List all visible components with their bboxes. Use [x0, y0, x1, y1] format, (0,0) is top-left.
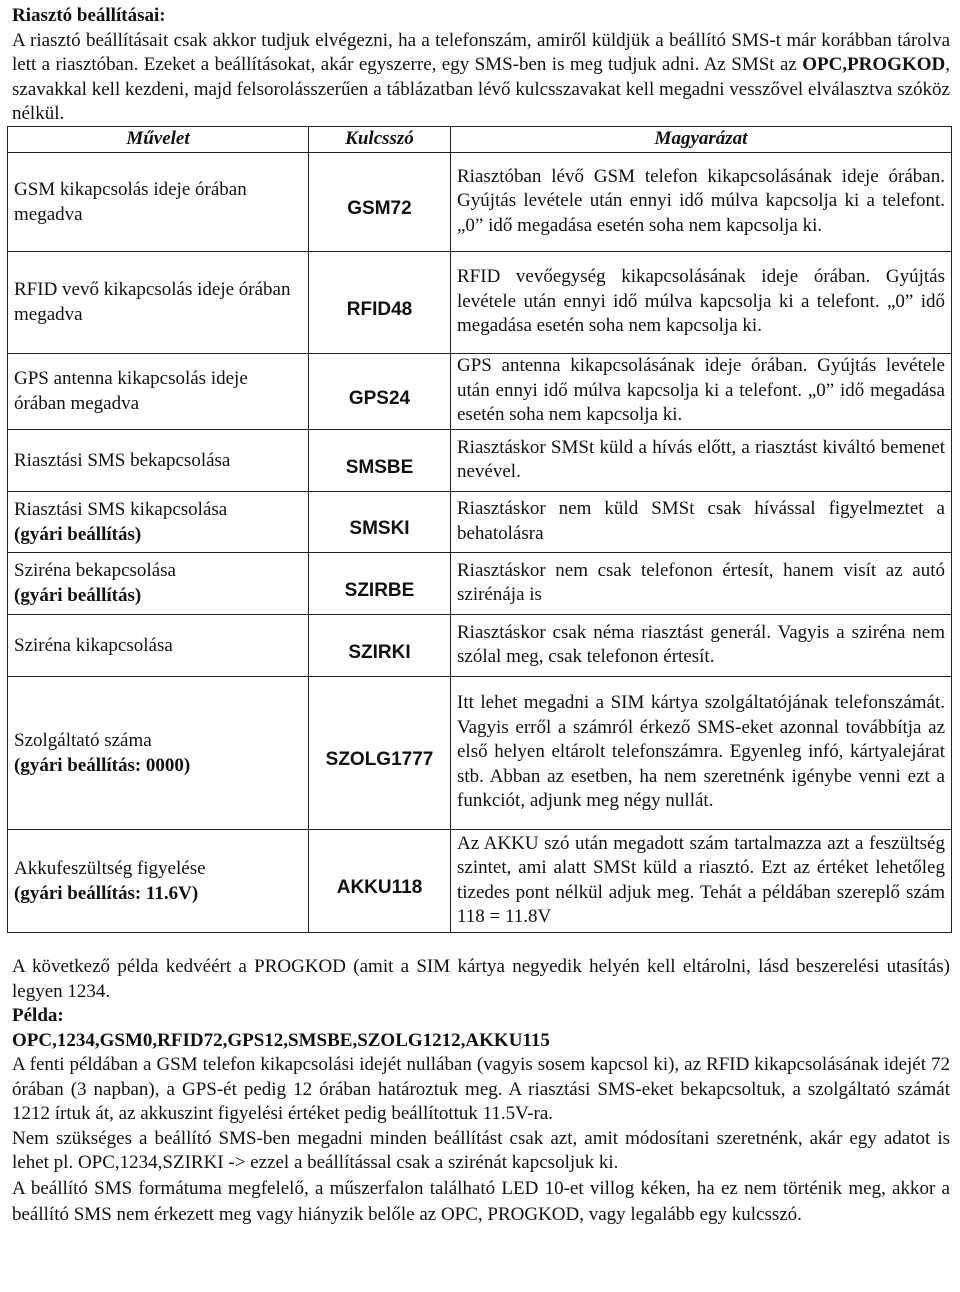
operation-label: Szolgáltató száma — [14, 729, 152, 751]
keyword-cell: RFID48 — [309, 251, 451, 353]
operation-label: Riasztási SMS kikapcsolása — [14, 498, 228, 520]
operation-cell — [8, 614, 309, 676]
explanation-cell: Riasztáskor nem küld SMSt csak hívással figyelmeztet a behatolásra — [451, 491, 952, 552]
operation-label: Sziréna bekapcsolása — [14, 560, 176, 581]
explanation-cell: Riasztáskor csak néma riasztást generál. Vagyis a sziréna nem szólal meg, csak telefonon értesít. — [451, 614, 952, 676]
table-row — [8, 251, 952, 353]
table-row — [8, 152, 952, 251]
explanation-cell: Riasztáskor nem csak telefonon értesít, hanem visít az autó szirénája is — [451, 552, 952, 614]
explanation-cell: GPS antenna kikapcsolásának ideje órában. Gyújtás levétele után ennyi idő múlva kapcsolja ki a telefont. „0” idő megadása esetén soha nem kapcsolja ki. — [451, 353, 952, 429]
intro-text-1: A riasztó beállításait csak akkor tudjuk elvégezni, ha a telefonszám, amiről küldjük a beállító SMS-t már korábban tárolva lett a riasztóban. Ezeket a beállításokat, akár egyszerre, egy SMS-ben is meg tudjuk adni. Az SMSt az — [12, 29, 950, 75]
explanation-cell: Riasztóban lévő GSM telefon kikapcsolásának ideje órában. Gyújtás levétele után ennyi idő múlva kapcsolja ki a telefont. „0” idő megadása esetén soha nem kapcsolja ki. — [451, 152, 952, 251]
operation-cell — [8, 152, 309, 251]
after-table-text — [12, 955, 950, 1228]
explanation-cell: Riasztáskor SMSt küld a hívás előtt, a riasztást kiváltó bemenet nevével. — [451, 429, 952, 491]
partial-settings-note: Nem szükséges a beállító SMS-ben megadni minden beállítást csak azt, amit módosítani szeretnénk, akár egy adatot is lehet pl. OPC,1234,SZIRKI -> ezzel a beállítással csak a szirénát kapcsoljuk ki. — [12, 1127, 950, 1173]
settings-table — [7, 126, 952, 933]
keyword-cell: SZOLG1777 — [309, 676, 451, 829]
led-feedback-note: A beállító SMS formátuma megfelelő, a műszerfalon található LED 10-et villog kéken, ha ez nem történik meg, akkor a beállító SMS nem érkezett meg vagy hiányzik belőle az OPC, PROGKOD, vagy legalább egy kulcsszó. — [12, 1177, 950, 1225]
table-header-row — [8, 127, 952, 153]
operation-cell — [8, 251, 309, 353]
section-title: Riasztó beállításai: — [12, 5, 166, 26]
operation-cell — [8, 491, 309, 552]
operation-note: (gyári beállítás) — [14, 585, 142, 606]
operation-label: Riasztási SMS bekapcsolása — [14, 449, 231, 471]
operation-label: GSM kikapcsolás ideje órában megadva — [14, 178, 247, 225]
keyword-cell: GPS24 — [309, 353, 451, 429]
example-intro: A következő példa kedvéért a PROGKOD (amit a SIM kártya negyedik helyén kell eltárolni, lásd beszerelési utasítás) legyen 1234. — [12, 956, 950, 1002]
explanation-cell: Az AKKU szó után megadott szám tartalmazza azt a feszültség szintet, ami alatt SMSt küld a riasztó. Ezt az értéket lehetőleg tizedes pont nélkül adjuk meg. Tehát a példában szereplő szám 118 = 11.8V — [451, 829, 952, 932]
table-row — [8, 491, 952, 552]
keyword-cell: SZIRBE — [309, 552, 451, 614]
table-row — [8, 676, 952, 829]
keyword-cell: SZIRKI — [309, 614, 451, 676]
table-row — [8, 353, 952, 429]
example-explanation: A fenti példában a GSM telefon kikapcsolási idejét nullában (vagyis sosem kapcsol ki), az RFID kikapcsolásának idejét 72 órában (3 napban), a GPS-ét pedig 12 órában határoztuk meg. A riasztási SMS-eket bekapcsoltuk, a szolgáltató számát 1212 írtuk át, az akkuszint figyelési értéket pedig beállítottuk 11.5V-ra. — [12, 1054, 950, 1124]
operation-note: (gyári beállítás: 11.6V) — [14, 882, 199, 904]
explanation-cell: Itt lehet megadni a SIM kártya szolgáltatójának telefonszámát. Vagyis erről a számról érkező SMS-eket azonnal továbbítja az első helyen eltárolt telefonszámra. Egyenleg infó, kártyalejárat stb. Abban az esetben, ha nem szeretnénk igénybe venni ezt a funkciót, adjunk meg négy nullát. — [451, 676, 952, 829]
table-row — [8, 614, 952, 676]
keyword-cell: GSM72 — [309, 152, 451, 251]
intro-block — [12, 4, 950, 127]
intro-paragraph — [12, 29, 950, 127]
keyword-cell: SMSKI — [309, 491, 451, 552]
example-label: Példa: — [12, 1005, 64, 1026]
operation-cell — [8, 429, 309, 491]
operation-cell — [8, 676, 309, 829]
header-keyword: Kulcsszó — [309, 127, 451, 153]
table-row — [8, 429, 952, 491]
intro-keywords: OPC,PROGKOD — [802, 54, 946, 75]
keyword-cell: SMSBE — [309, 429, 451, 491]
explanation-cell: RFID vevőegység kikapcsolásának ideje órában. Gyújtás levétele után ennyi idő múlva kapcsolja ki a telefont. „0” idő megadása esetén soha nem kapcsolja ki. — [451, 251, 952, 353]
operation-cell — [8, 353, 309, 429]
operation-label: RFID vevő kikapcsolás ideje órában megadva — [14, 279, 291, 325]
operation-label: Akkufeszültség figyelése — [14, 857, 206, 879]
operation-label: Sziréna kikapcsolása — [14, 634, 173, 656]
example-code: OPC,1234,GSM0,RFID72,GPS12,SMSBE,SZOLG1212,AKKU115 — [12, 1029, 550, 1051]
table-row — [8, 829, 952, 932]
keyword-cell: AKKU118 — [309, 829, 451, 932]
header-explanation: Magyarázat — [451, 127, 952, 153]
operation-note: (gyári beállítás: 0000) — [14, 754, 191, 776]
header-operation: Művelet — [8, 127, 309, 153]
intro-text-2: , szavakkal kell kezdeni, majd felsorolásszerűen a táblázatban lévő kulcsszavakat kell megadni vesszővel elválasztva szóköz nélkül. — [12, 54, 950, 124]
operation-cell — [8, 829, 309, 932]
table-row — [8, 552, 952, 614]
operation-label: GPS antenna kikapcsolás ideje órában megadva — [14, 368, 248, 414]
operation-note: (gyári beállítás) — [14, 523, 142, 545]
operation-cell — [8, 552, 309, 614]
